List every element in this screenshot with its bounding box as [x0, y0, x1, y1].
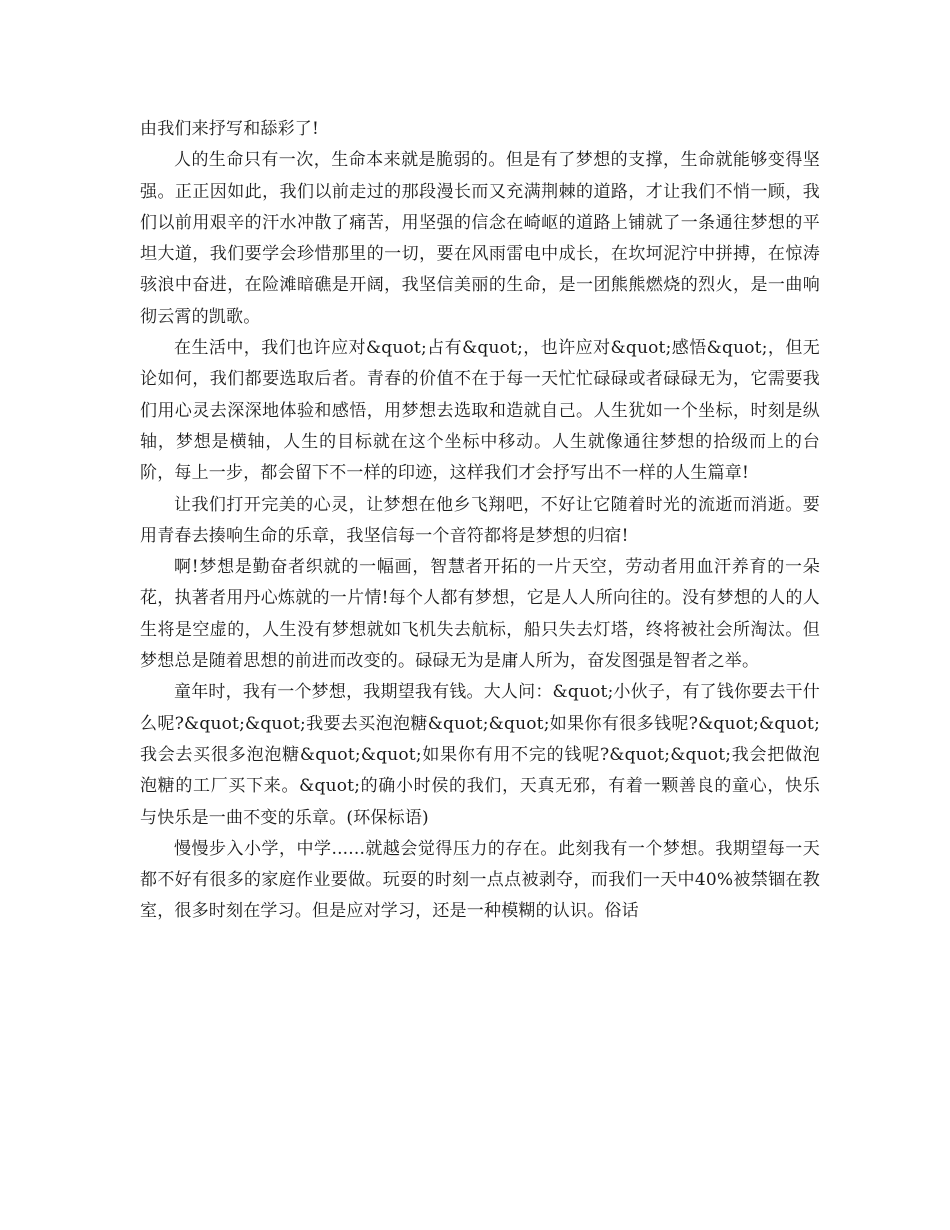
paragraph-1: 由我们来抒写和舔彩了!: [140, 119, 320, 139]
paragraph-3: 在生活中，我们也许应对&quot;占有&quot;，也许应对&quot;感悟&quot;，但无论如何，我们都要选取后者。青春的价值不在于每一天忙忙碌碌或者碌碌无为，它需要我们用心灵去深深地体验和感悟，用梦想去选取和造就自己。人生犹如一个坐标，时刻是纵轴，梦想是横轴，人生的目标就在这个坐标中移动。人生就像通往梦想的拾级而上的台阶，每上一步，都会留下不一样的印迹，这样我们才会抒写出不一样的人生篇章!: [140, 338, 820, 484]
paragraph-2: 人的生命只有一次，生命本来就是脆弱的。但是有了梦想的支撑，生命就能够变得坚强。正正因如此，我们以前走过的那段漫长而又充满荆棘的道路，才让我们不悄一顾，我们以前用艰辛的汗水冲散了痛苦，用坚强的信念在崎岖的道路上铺就了一条通往梦想的平坦大道，我们要学会珍惜那里的一切，要在风雨雷电中成长，在坎坷泥泞中拼搏，在惊涛骇浪中奋进，在险滩暗礁是开阔，我坚信美丽的生命，是一团熊熊燃烧的烈火，是一曲响彻云霄的凯歌。: [140, 150, 820, 327]
paragraph-6: 童年时，我有一个梦想，我期望我有钱。大人问：&quot;小伙子，有了钱你要去干什么呢?&quot;&quot;我要去买泡泡糖&quot;&quot;如果你有很多钱呢?&quot;&quot;我会去买很多泡泡糖&quot;&quot;如果你有用不完的钱呢?&quot;&quot;我会把做泡泡糖的工厂买下来。&quot;的确小时侯的我们，天真无邪，有着一颗善良的童心，快乐与快乐是一曲不变的乐章。(环保标语): [140, 682, 820, 828]
document-page: [140, 114, 820, 928]
paragraph-5: 啊!梦想是勤奋者织就的一幅画，智慧者开拓的一片天空，劳动者用血汗养育的一朵花，执著者用丹心炼就的一片情!每个人都有梦想，它是人人所向往的。没有梦想的人的人生将是空虚的，人生没有梦想就如飞机失去航标，船只失去灯塔，终将被社会所淘汰。但梦想总是随着思想的前进而改变的。碌碌无为是庸人所为，奋发图强是智者之举。: [140, 557, 820, 672]
paragraph-7: 慢慢步入小学，中学......就越会觉得压力的存在。此刻我有一个梦想。我期望每一天都不好有很多的家庭作业要做。玩耍的时刻一点点被剥夺，而我们一天中40%被禁锢在教室，很多时刻在学习。但是应对学习，还是一种模糊的认识。俗话: [140, 838, 820, 922]
paragraph-4: 让我们打开完美的心灵，让梦想在他乡飞翔吧，不好让它随着时光的流逝而消逝。要用青春去揍响生命的乐章，我坚信每一个音符都将是梦想的归宿!: [140, 494, 820, 546]
